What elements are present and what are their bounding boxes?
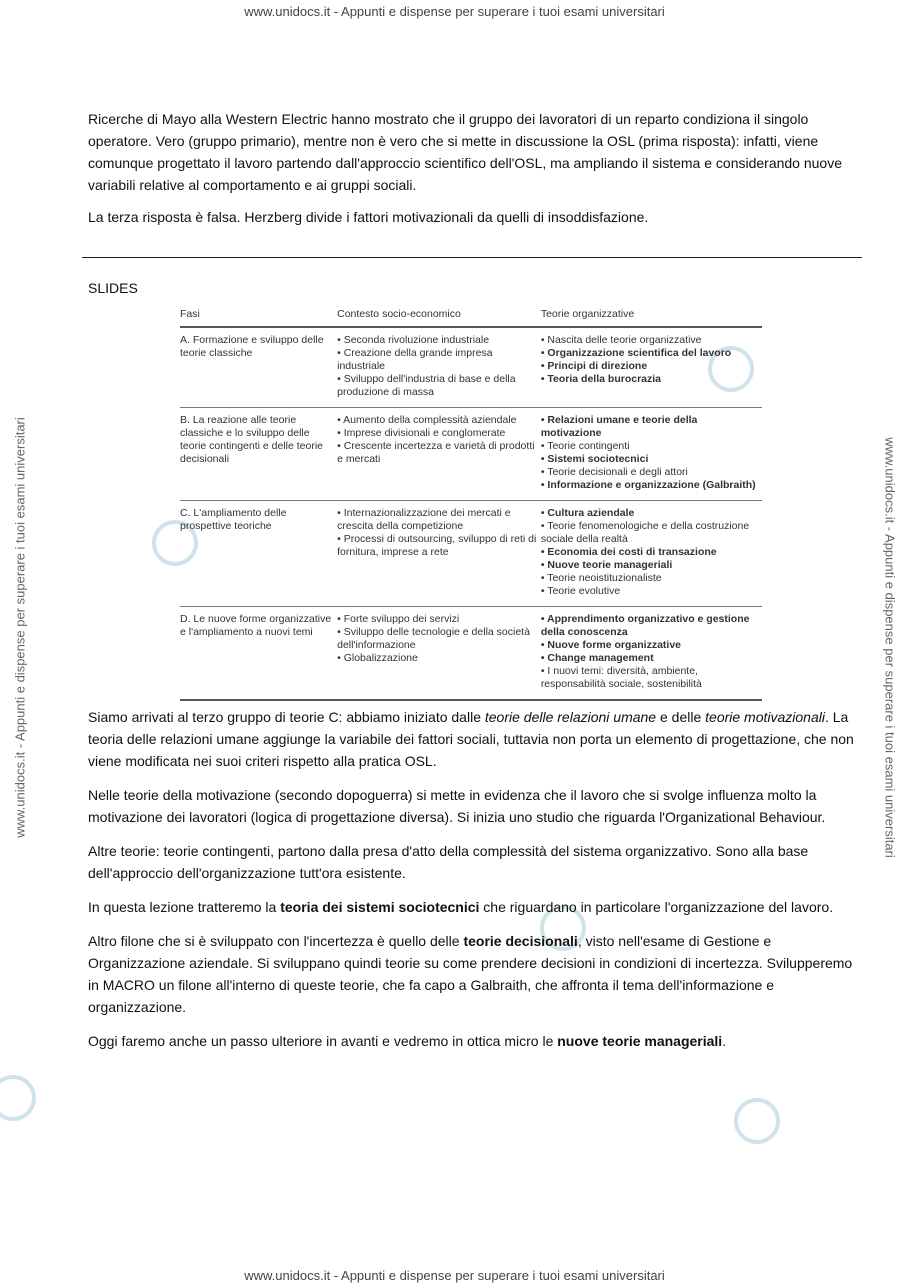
list-item: • Crescente incertezza e varietà di prodotti e mercati — [337, 440, 537, 466]
list-item: • Aumento della complessità aziendale — [337, 414, 537, 427]
list-item: • Creazione della grande impresa industriale — [337, 347, 537, 373]
body-paragraph-5: Altro filone che si è sviluppato con l'incertezza è quello delle teorie decisionali, visto nell'esame di Gestione e Organizzazione aziendale. Si sviluppano quindi teorie su come prendere decisioni in condizioni di incertezza. Svilupperemo in MACRO un filone all'interno di queste teorie, che fa capo a Galbraith, che affronta il tema dell'informazione e organizzazione. — [88, 933, 853, 1015]
body-paragraph-2: Nelle teorie della motivazione (secondo dopoguerra) si mette in evidenza che il lavoro che si svolge influenza molto la motivazione dei lavoratori (logica di progettazione diversa). Si inizia uno studio che riguarda l'Organizational Behaviour. — [88, 787, 826, 825]
list-item: • Forte sviluppo dei servizi — [337, 613, 537, 626]
row-d-fase: D. Le nuove forme organizzative e l'ampliamento a nuovi temi — [180, 607, 337, 701]
list-item: • Teorie evolutive — [541, 585, 758, 598]
list-item: • Nascita delle teorie organizzative — [541, 334, 758, 347]
list-item: • Cultura aziendale — [541, 507, 758, 520]
unidocs-watermark-icon — [0, 1075, 36, 1121]
slide-table-image — [180, 304, 762, 701]
list-item: • Teorie neoistituzionaliste — [541, 572, 758, 585]
list-item: • Globalizzazione — [337, 652, 537, 665]
list-item: • Nuove teorie manageriali — [541, 559, 758, 572]
body-paragraph-1: Siamo arrivati al terzo gruppo di teorie C: abbiamo iniziato dalle teorie delle relazioni umane e delle teorie motivazionali. La teoria delle relazioni umane aggiunge la variabile dei fattori sociali, tuttavia non porta un elemento di progettazione, che non viene modificata nei suoi criteri rispetto alla pratica OSL. — [88, 709, 854, 769]
list-item: • Processi di outsourcing, sviluppo di reti di fornitura, imprese a rete — [337, 533, 537, 559]
list-item: • Change management — [541, 652, 758, 665]
list-item: • Organizzazione scientifica del lavoro — [541, 347, 758, 360]
row-a-fase: A. Formazione e sviluppo delle teorie classiche — [180, 327, 337, 408]
slides-heading: SLIDES — [88, 280, 138, 296]
watermark-header: www.unidocs.it - Appunti e dispense per superare i tuoi esami universitari — [244, 4, 665, 19]
body-paragraph-6: Oggi faremo anche un passo ulteriore in avanti e vedremo in ottica micro le nuove teorie manageriali. — [88, 1033, 727, 1049]
table-header-teorie: Teorie organizzative — [541, 304, 762, 327]
list-item: • Informazione e organizzazione (Galbraith) — [541, 479, 758, 492]
body-section — [88, 706, 858, 1064]
list-item: • Economia dei costi di transazione — [541, 546, 758, 559]
table-header-contesto: Contesto socio-economico — [337, 304, 541, 327]
unidocs-watermark-icon — [734, 1098, 780, 1144]
list-item: • Apprendimento organizzativo e gestione della conoscenza — [541, 613, 758, 639]
table-row — [180, 607, 762, 701]
list-item: • Relazioni umane e teorie della motivazione — [541, 414, 758, 440]
list-item: • Sviluppo dell'industria di base e della produzione di massa — [337, 373, 537, 399]
intro-section — [88, 108, 858, 238]
list-item: • Teorie contingenti — [541, 440, 758, 453]
body-paragraph-4: In questa lezione tratteremo la teoria dei sistemi sociotecnici che riguardano in particolare l'organizzazione del lavoro. — [88, 899, 834, 915]
list-item: • Internazionalizzazione dei mercati e crescita della competizione — [337, 507, 537, 533]
intro-paragraph-2: La terza risposta è falsa. Herzberg divide i fattori motivazionali da quelli di insoddisfazione. — [88, 209, 649, 225]
horizontal-divider — [82, 257, 862, 258]
watermark-footer: www.unidocs.it - Appunti e dispense per superare i tuoi esami universitari — [244, 1268, 665, 1283]
row-b-fase: B. La reazione alle teorie classiche e lo sviluppo delle teorie contingenti e delle teorie decisionali — [180, 408, 337, 501]
list-item: • Sviluppo delle tecnologie e della società dell'informazione — [337, 626, 537, 652]
list-item: • Teoria della burocrazia — [541, 373, 758, 386]
table-row — [180, 327, 762, 408]
body-paragraph-3: Altre teorie: teorie contingenti, partono dalla presa d'atto della complessità del sistema organizzativo. Sono alla base dell'approccio dell'organizzazione tutt'ora esistente. — [88, 843, 809, 881]
watermark-side-left: www.unidocs.it - Appunti e dispense per superare i tuoi esami universitari — [12, 417, 28, 838]
table-header-fasi: Fasi — [180, 304, 337, 327]
list-item: • Imprese divisionali e conglomerate — [337, 427, 537, 440]
intro-paragraph-1: Ricerche di Mayo alla Western Electric hanno mostrato che il gruppo dei lavoratori di un reparto condiziona il singolo operatore. Vero (gruppo primario), mentre non è vero che si mette in discussione la OSL (prima risposta): infatti, viene comunque progettato il lavoro partendo dall'approccio scientifico dell'OSL, ma ampliando il sistema e considerando nuove variabili relative al comportamento e ai gruppi sociali. — [88, 111, 843, 193]
list-item: • Teorie fenomenologiche e della costruzione sociale della realtà — [541, 520, 758, 546]
list-item: • Teorie decisionali e degli attori — [541, 466, 758, 479]
list-item: • Principi di direzione — [541, 360, 758, 373]
row-c-fase: C. L'ampliamento delle prospettive teoriche — [180, 501, 337, 607]
table-row — [180, 408, 762, 501]
list-item: • Sistemi sociotecnici — [541, 453, 758, 466]
phases-table — [180, 304, 762, 701]
list-item: • Nuove forme organizzative — [541, 639, 758, 652]
list-item: • Seconda rivoluzione industriale — [337, 334, 537, 347]
table-row — [180, 501, 762, 607]
watermark-side-right: www.unidocs.it - Appunti e dispense per superare i tuoi esami universitari — [882, 437, 898, 858]
list-item: • I nuovi temi: diversità, ambiente, responsabilità sociale, sostenibilità — [541, 665, 758, 691]
